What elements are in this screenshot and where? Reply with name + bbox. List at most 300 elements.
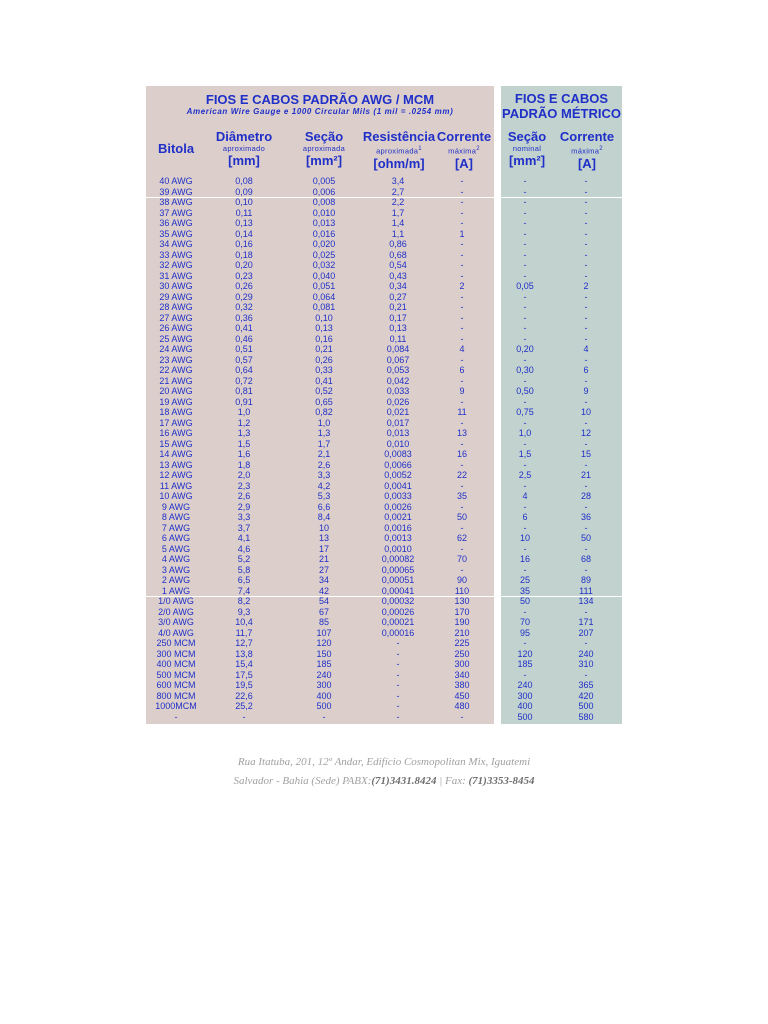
cell-metric-secao: - [523, 249, 527, 260]
cell-metric-secao: - [523, 459, 527, 470]
cell-diametro: 1,5 [237, 438, 251, 449]
cell-metric-corrente: - [584, 291, 588, 302]
cell-secao: 13 [318, 533, 329, 543]
cell-diametro: 25,2 [235, 701, 253, 711]
header-resistencia: Resistência aproximada$^1$ [ohm/m] [362, 129, 436, 171]
cell-resistencia: 0,00016 [381, 627, 415, 638]
cell-secao: 17 [318, 543, 329, 554]
cell-corrente: 16 [456, 449, 467, 459]
cell-resistencia: 0,0021 [384, 512, 412, 522]
cell-bitola: 28 AWG [159, 302, 193, 312]
cell-bitola: 6 AWG [161, 533, 191, 543]
cell-bitola: 16 AWG [159, 428, 193, 438]
table-row [146, 323, 622, 334]
cell-metric-secao: - [523, 543, 527, 554]
cell-corrente: - [460, 249, 464, 260]
cell-metric-secao: - [523, 312, 527, 323]
cell-secao: 6,6 [317, 501, 331, 512]
cell-bitola: 4 AWG [161, 554, 191, 564]
cell-corrente: - [460, 207, 464, 218]
table-row [146, 449, 622, 460]
cell-corrente: 13 [456, 428, 467, 438]
cell-bitola: 40 AWG [159, 176, 193, 186]
table-row [146, 554, 622, 565]
cell-metric-corrente: 171 [578, 617, 594, 627]
cell-resistencia: 0,00041 [381, 585, 415, 596]
cell-metric-secao: - [523, 197, 527, 207]
table-row [146, 659, 622, 670]
cell-corrente: 130 [454, 596, 470, 606]
table-row [146, 239, 622, 250]
cell-metric-corrente: - [584, 312, 588, 323]
cell-secao: 0,013 [312, 218, 336, 228]
cell-secao: 0,21 [315, 344, 333, 354]
cell-metric-secao: - [523, 375, 527, 386]
cell-resistencia: - [396, 659, 400, 669]
cell-metric-corrente: - [584, 302, 588, 312]
cell-metric-secao: 16 [519, 554, 530, 564]
cell-diametro: 22,6 [235, 690, 253, 701]
cell-metric-corrente: 240 [578, 648, 594, 659]
cell-corrente: 190 [454, 617, 470, 627]
cell-bitola: 30 AWG [159, 281, 193, 291]
cell-bitola: 800 MCM [156, 690, 196, 701]
cell-metric-corrente: 207 [578, 627, 594, 638]
cell-secao: 0,025 [312, 249, 336, 260]
cell-secao: 21 [318, 554, 329, 564]
cell-metric-corrente: - [584, 186, 588, 197]
cell-metric-corrente: - [584, 333, 588, 344]
cell-secao: 0,10 [315, 312, 333, 323]
cell-secao: 2,1 [317, 449, 331, 459]
header-bitola: Bitola [157, 141, 195, 156]
cell-corrente: 450 [454, 690, 470, 701]
cell-corrente: 62 [456, 533, 467, 543]
header-metric-secao: Seção nominal [mm²] [507, 129, 547, 168]
cell-metric-secao: - [523, 186, 527, 197]
cell-metric-corrente: 9 [583, 386, 589, 396]
cell-metric-corrente: 36 [580, 512, 591, 522]
cell-resistencia: - [396, 638, 400, 648]
cell-metric-corrente: - [584, 375, 588, 386]
cell-diametro: 1,6 [237, 449, 251, 459]
cell-bitola: 37 AWG [159, 207, 193, 218]
cell-bitola: 34 AWG [159, 239, 193, 249]
table-row [146, 187, 622, 198]
table-row [146, 512, 622, 523]
cell-secao: 67 [318, 606, 329, 617]
cell-corrente: - [460, 186, 464, 197]
cell-resistencia: 3,4 [391, 176, 405, 186]
cell-diametro: 17,5 [235, 669, 253, 680]
cell-secao: 185 [316, 659, 332, 669]
cell-secao: 0,010 [312, 207, 336, 218]
cell-corrente: - [460, 375, 464, 386]
wire-table-body [146, 176, 622, 722]
cell-diametro: 1,2 [237, 417, 251, 428]
cell-diametro: 5,2 [237, 554, 251, 564]
cell-metric-secao: 50 [519, 596, 530, 606]
cell-metric-corrente: - [584, 522, 588, 533]
cell-resistencia: 0,13 [389, 323, 407, 333]
cell-metric-secao: 95 [519, 627, 530, 638]
cell-secao: 0,020 [312, 239, 336, 249]
cell-resistencia: 0,17 [389, 312, 407, 323]
cell-secao: 500 [316, 701, 332, 711]
cell-metric-corrente: - [584, 438, 588, 449]
cell-secao: 2,6 [317, 459, 331, 470]
table-row [146, 271, 622, 282]
cell-bitola: 36 AWG [159, 218, 193, 228]
cell-corrente: - [460, 543, 464, 554]
table-row [146, 313, 622, 324]
cell-secao: 0,005 [312, 176, 336, 186]
cell-bitola: 33 AWG [159, 249, 193, 260]
cell-resistencia: 0,00051 [381, 575, 415, 585]
cell-bitola: 2/0 AWG [158, 606, 194, 617]
cell-corrente: 9 [459, 386, 465, 396]
cell-resistencia: 0,54 [389, 260, 407, 270]
cell-resistencia: 0,013 [386, 428, 410, 438]
cell-resistencia: 0,0041 [384, 480, 412, 491]
cell-diametro: 0,41 [235, 323, 253, 333]
cell-metric-secao: - [523, 291, 527, 302]
cell-secao: 85 [318, 617, 329, 627]
cell-diametro: 1,8 [237, 459, 251, 470]
cell-metric-secao: 400 [517, 701, 533, 711]
cell-bitola: 21 AWG [159, 375, 193, 386]
cell-diametro: 0,29 [235, 291, 253, 302]
cell-metric-corrente: - [584, 480, 588, 491]
cell-diametro: 3,7 [237, 522, 251, 533]
cell-resistencia: 0,00021 [381, 617, 415, 627]
cell-metric-corrente: 365 [578, 680, 594, 690]
cell-resistencia: 0,00032 [381, 596, 415, 606]
cell-resistencia: 0,43 [389, 270, 407, 281]
table-row [146, 376, 622, 387]
cell-metric-corrente: 134 [578, 596, 594, 606]
cell-resistencia: 0,0016 [384, 522, 412, 533]
cell-resistencia: - [396, 690, 400, 701]
table-row [146, 691, 622, 702]
cell-secao: 120 [316, 638, 332, 648]
cell-metric-secao: - [523, 270, 527, 281]
cell-bitola: 7 AWG [161, 522, 191, 533]
cell-bitola: 1 AWG [161, 585, 191, 596]
cell-bitola: 5 AWG [161, 543, 191, 554]
cell-secao: 0,081 [312, 302, 336, 312]
cell-resistencia: 0,00026 [381, 606, 415, 617]
cell-diametro: 0,64 [235, 365, 253, 375]
table-row [146, 523, 622, 534]
cell-diametro: 9,3 [237, 606, 251, 617]
header-secao: Seção aproximada [mm²] [302, 129, 346, 168]
cell-bitola: 1000MCM [155, 701, 197, 711]
cell-metric-corrente: - [584, 396, 588, 407]
cell-metric-corrente: 580 [578, 711, 594, 722]
cell-bitola: 27 AWG [159, 312, 193, 323]
cell-metric-corrente: 68 [580, 554, 591, 564]
cell-bitola: 8 AWG [161, 512, 191, 522]
table-row [146, 586, 622, 597]
cell-secao: 0,26 [315, 354, 333, 365]
cell-metric-secao: 25 [519, 575, 530, 585]
table-row [146, 334, 622, 345]
cell-secao: 54 [318, 596, 329, 606]
cell-diametro: 0,26 [235, 281, 253, 291]
cell-secao: 3,3 [317, 470, 331, 480]
cell-bitola: 4/0 AWG [158, 627, 194, 638]
cell-secao: 42 [318, 585, 329, 596]
cell-diametro: 2,9 [237, 501, 251, 512]
cell-bitola: 19 AWG [159, 396, 193, 407]
table-row [146, 428, 622, 439]
cell-bitola: 38 AWG [159, 197, 193, 207]
cell-corrente: - [460, 501, 464, 512]
cell-corrente: 1 [459, 228, 465, 239]
cell-diametro: 0,46 [235, 333, 253, 344]
cell-secao: 1,7 [317, 438, 331, 449]
cell-resistencia: 0,026 [386, 396, 410, 407]
cell-metric-corrente: 89 [580, 575, 591, 585]
cell-bitola: 14 AWG [159, 449, 193, 459]
cell-resistencia: 0,86 [389, 239, 407, 249]
cell-corrente: 340 [454, 669, 470, 680]
awg-subtitle: American Wire Gauge e 1000 Circular Mils (1 mil = .0254 mm) [186, 107, 454, 116]
cell-diametro: 0,11 [235, 207, 253, 218]
table-row [146, 628, 622, 639]
cell-resistencia: 0,067 [386, 354, 410, 365]
cell-bitola: 17 AWG [159, 417, 193, 428]
cell-resistencia: 2,2 [391, 197, 405, 207]
cell-metric-corrente: 310 [578, 659, 594, 669]
cell-diametro: 0,91 [235, 396, 253, 407]
cell-bitola: - [174, 711, 178, 722]
cell-diametro: 8,2 [237, 596, 251, 606]
cell-metric-secao: 0,75 [516, 407, 534, 417]
cell-secao: 240 [316, 669, 332, 680]
cell-bitola: 26 AWG [159, 323, 193, 333]
table-row [146, 229, 622, 240]
cell-secao: 0,032 [312, 260, 336, 270]
cell-metric-secao: - [523, 302, 527, 312]
cell-diametro: 6,5 [237, 575, 251, 585]
cell-corrente: 70 [456, 554, 467, 564]
cell-diametro: 0,32 [235, 302, 253, 312]
cell-bitola: 15 AWG [159, 438, 193, 449]
cell-diametro: 3,3 [237, 512, 251, 522]
cell-metric-secao: - [523, 438, 527, 449]
cell-corrente: - [460, 323, 464, 333]
footer-contact: Salvador - Bahia (Sede) PABX:(71)3431.8424 | Fax: (71)3353-8454 [233, 775, 535, 787]
table-row [146, 386, 622, 397]
cell-resistencia: 0,21 [389, 302, 407, 312]
table-row [146, 649, 622, 660]
cell-diametro: 19,5 [235, 680, 253, 690]
table-row [146, 712, 622, 723]
cell-metric-secao: - [523, 207, 527, 218]
cell-corrente: 50 [456, 512, 467, 522]
cell-corrente: 4 [459, 344, 465, 354]
cell-bitola: 22 AWG [159, 365, 193, 375]
table-row [146, 502, 622, 513]
table-row [146, 460, 622, 471]
cell-resistencia: - [396, 711, 400, 722]
cell-resistencia: 1,4 [391, 218, 405, 228]
table-row [146, 197, 622, 208]
table-row [146, 481, 622, 492]
cell-diametro: 11,7 [235, 627, 253, 638]
cell-metric-secao: 35 [519, 585, 530, 596]
cell-metric-corrente: 111 [579, 585, 593, 596]
cell-resistencia: 0,00082 [381, 554, 415, 564]
table-row [146, 533, 622, 544]
cell-metric-corrente: 28 [580, 491, 591, 501]
cell-corrente: 22 [456, 470, 467, 480]
cell-metric-secao: 240 [517, 680, 533, 690]
cell-resistencia: 0,0083 [384, 449, 412, 459]
cell-diametro: 0,16 [235, 239, 253, 249]
cell-resistencia: 0,0013 [384, 533, 412, 543]
cell-diametro: 10,4 [235, 617, 253, 627]
cell-corrente: - [460, 711, 464, 722]
cell-secao: 0,13 [315, 323, 333, 333]
cell-diametro: 15,4 [235, 659, 253, 669]
cell-metric-secao: 500 [517, 711, 533, 722]
cell-resistencia: 0,0033 [384, 491, 412, 501]
cell-bitola: 18 AWG [159, 407, 193, 417]
cell-bitola: 32 AWG [159, 260, 193, 270]
cell-bitola: 500 MCM [156, 669, 196, 680]
cell-resistencia: 0,00065 [381, 564, 415, 575]
cell-metric-secao: 0,05 [516, 281, 534, 291]
cell-bitola: 3/0 AWG [158, 617, 194, 627]
cell-metric-corrente: 21 [580, 470, 591, 480]
cell-metric-corrente: - [584, 501, 588, 512]
cell-metric-corrente: - [584, 669, 588, 680]
cell-resistencia: 0,053 [386, 365, 410, 375]
cell-bitola: 23 AWG [159, 354, 193, 365]
cell-diametro: 0,36 [235, 312, 253, 323]
cell-resistencia: 0,0066 [384, 459, 412, 470]
cell-secao: 0,52 [315, 386, 333, 396]
cell-secao: 0,008 [312, 197, 336, 207]
cell-secao: 1,0 [317, 417, 331, 428]
cell-bitola: 3 AWG [161, 564, 191, 575]
cell-metric-secao: 0,50 [516, 386, 534, 396]
cell-diametro: 0,18 [235, 249, 253, 260]
cell-diametro: 1,3 [237, 428, 251, 438]
cell-secao: 8,4 [317, 512, 331, 522]
cell-corrente: 250 [454, 648, 470, 659]
cell-bitola: 29 AWG [159, 291, 193, 302]
table-row [146, 281, 622, 292]
cell-metric-corrente: - [584, 197, 588, 207]
cell-diametro: 0,08 [235, 176, 253, 186]
table-row [146, 617, 622, 628]
cell-resistencia: - [396, 648, 400, 659]
cell-secao: 0,33 [315, 365, 333, 375]
cell-metric-secao: - [523, 522, 527, 533]
cell-corrente: 90 [456, 575, 467, 585]
cell-metric-corrente: - [584, 543, 588, 554]
cell-resistencia: 0,11 [389, 333, 407, 344]
cell-corrente: - [460, 218, 464, 228]
cell-bitola: 10 AWG [159, 491, 193, 501]
cell-bitola: 250 MCM [156, 638, 196, 648]
cell-corrente: 300 [454, 659, 470, 669]
table-row [146, 491, 622, 502]
table-row [146, 176, 622, 187]
cell-secao: 1,3 [317, 428, 331, 438]
cell-diametro: 0,23 [235, 270, 253, 281]
cell-bitola: 11 AWG [159, 480, 193, 491]
cell-bitola: 25 AWG [159, 333, 193, 344]
cell-corrente: - [460, 302, 464, 312]
cell-secao: 34 [318, 575, 329, 585]
cell-corrente: - [460, 270, 464, 281]
cell-resistencia: 0,27 [389, 291, 407, 302]
cell-diametro: 0,13 [235, 218, 253, 228]
cell-metric-secao: 1,5 [518, 449, 532, 459]
cell-corrente: - [460, 417, 464, 428]
cell-metric-secao: - [523, 480, 527, 491]
cell-corrente: 170 [454, 606, 470, 617]
cell-resistencia: 0,042 [386, 375, 410, 386]
table-row [146, 302, 622, 313]
metric-title [501, 91, 622, 121]
cell-diametro: - [242, 711, 246, 722]
cell-metric-corrente: 15 [580, 449, 591, 459]
cell-corrente: 225 [454, 638, 470, 648]
cell-metric-secao: - [523, 260, 527, 270]
cell-metric-corrente: - [584, 176, 588, 186]
cell-diametro: 0,09 [235, 186, 253, 197]
cell-metric-secao: - [523, 228, 527, 239]
cell-metric-secao: 0,20 [516, 344, 534, 354]
cell-bitola: 400 MCM [156, 659, 196, 669]
cell-metric-secao: - [523, 564, 527, 575]
cell-diametro: 12,7 [235, 638, 253, 648]
cell-metric-secao: - [523, 176, 527, 186]
cell-corrente: - [460, 333, 464, 344]
cell-corrente: 11 [457, 407, 467, 417]
cell-corrente: - [460, 239, 464, 249]
cell-metric-corrente: 12 [580, 428, 591, 438]
cell-metric-secao: 10 [519, 533, 530, 543]
cell-diametro: 5,8 [237, 564, 251, 575]
cell-secao: 0,051 [312, 281, 336, 291]
cell-resistencia: 0,033 [386, 386, 410, 396]
cell-resistencia: - [396, 701, 400, 711]
cell-corrente: - [460, 197, 464, 207]
cell-corrente: 480 [454, 701, 470, 711]
table-row [146, 418, 622, 429]
cell-corrente: - [460, 564, 464, 575]
cell-corrente: 35 [456, 491, 467, 501]
cell-diametro: 0,72 [235, 375, 253, 386]
cell-metric-secao: 70 [519, 617, 530, 627]
cell-metric-corrente: 2 [583, 281, 589, 291]
cell-diametro: 0,57 [235, 354, 253, 365]
table-row [146, 680, 622, 691]
cell-bitola: 35 AWG [159, 228, 193, 239]
table-row [146, 670, 622, 681]
cell-bitola: 12 AWG [159, 470, 193, 480]
cell-corrente: 2 [459, 281, 465, 291]
cell-corrente: - [460, 522, 464, 533]
table-row [146, 218, 622, 229]
